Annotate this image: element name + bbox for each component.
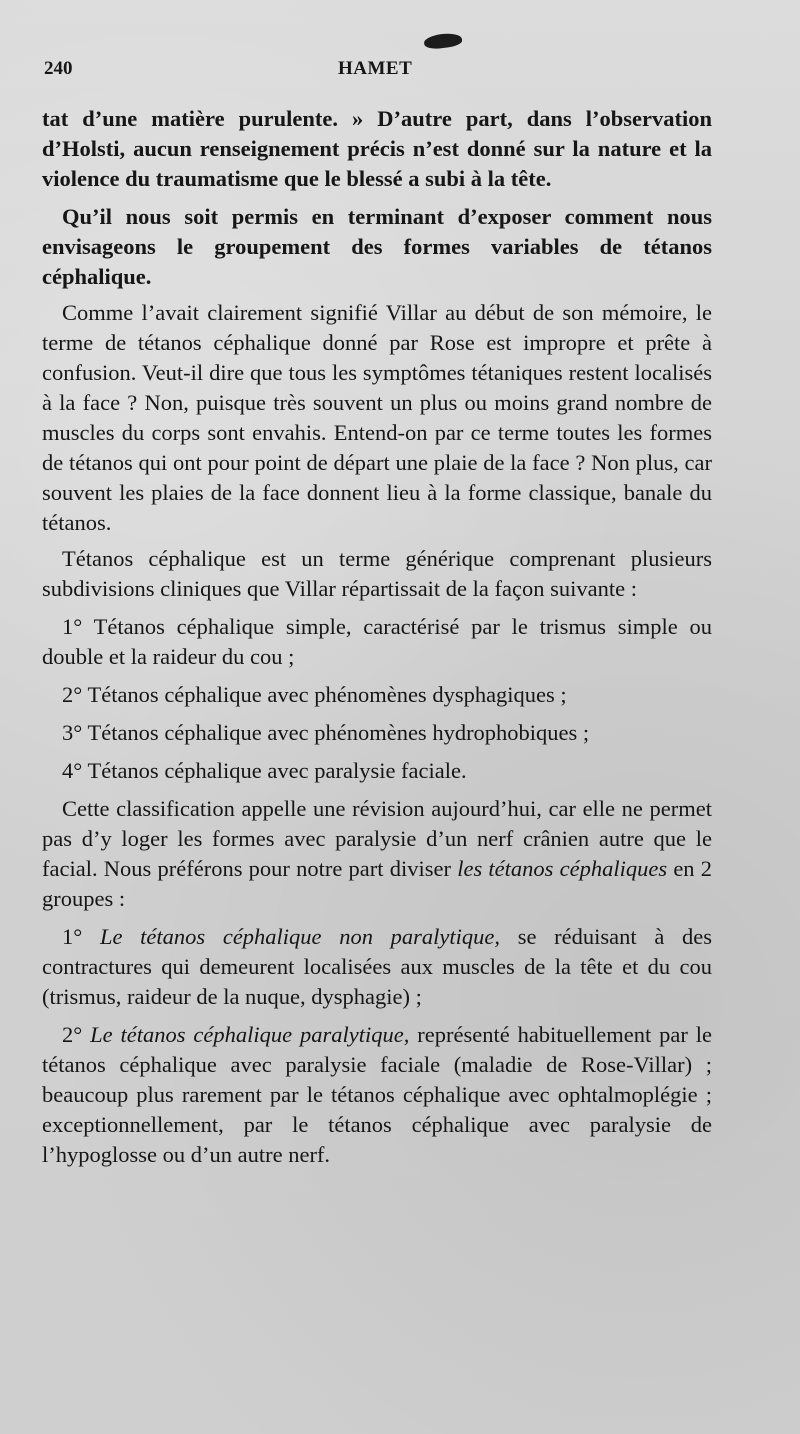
group-1-number: 1° [62, 924, 83, 949]
villar-list-item-3: 3° Tétanos céphalique avec phénomènes hydrophobiques ; [62, 720, 590, 745]
group-2-description: représenté habituellement par le tétanos céphalique avec paralysie faciale (maladie de Rose-Villar) ; beaucoup plus rarement par le tétanos céphalique avec ophtalmoplégie ; exceptionnellement, par le tétanos céphalique avec paralysie de l’hypoglosse ou d’un autre nerf. [42, 1022, 713, 1167]
villar-list-item-4: 4° Tétanos céphalique avec paralysie faciale. [62, 758, 467, 783]
villar-list-item-2: 2° Tétanos céphalique avec phénomènes dysphagiques ; [62, 682, 567, 707]
page-number: 240 [44, 58, 73, 79]
group-1-title: Le tétanos céphalique non paralytique, [99, 924, 501, 949]
classification-italic: les tétanos céphaliques [457, 856, 668, 881]
group-2-number: 2° [62, 1022, 83, 1047]
running-head [44, 58, 714, 84]
body-text [42, 104, 712, 1170]
paragraph-classification [42, 794, 712, 914]
group-2-title: Le tétanos céphalique paralytique, [90, 1022, 410, 1047]
paragraph-continuation: tat d’une matière purulente. » D’autre part, dans l’observation d’Holsti, aucun renseignement précis n’est donné sur la nature et la violence du traumatisme que le blessé a subi à la tête. [42, 106, 712, 191]
paragraph-generic-term: Tétanos céphalique est un terme générique comprenant plusieurs subdivisions cliniques que Villar répartissait de la façon suivante : [42, 546, 712, 601]
group-item-2 [42, 1020, 712, 1170]
classification-end: en 2 groupes : [42, 856, 713, 911]
ink-blot [423, 31, 463, 50]
paragraph-villar-critique: Comme l’avait clairement signifié Villar au début de son mémoire, le terme de tétanos céphalique donné par Rose est impropre et prête à confusion. Veut-il dire que tous les symptômes tétaniques restent localisés à la face ? Non, puisque très souvent un plus ou moins grand nombre de muscles du corps sont envahis. Entend-on par ce terme toutes les formes de tétanos qui ont pour point de départ une plaie de la face ? Non plus, car souvent les plaies de la face donnent lieu à la forme classique, banale du tétanos. [42, 300, 712, 535]
group-item-1 [42, 922, 712, 1012]
paragraph-groupement: Qu’il nous soit permis en terminant d’exposer comment nous envisageons le groupement des formes variables de tétanos céphalique. [42, 204, 712, 289]
running-title: HAMET [338, 58, 413, 79]
group-1-description: se réduisant à des contractures qui demeurent localisées aux muscles de la tête et du cou (trismus, raideur de la nuque, dysphagie) ; [42, 924, 713, 1009]
villar-list-item-1: 1° Tétanos céphalique simple, caractérisé par le trismus simple ou double et la raideur du cou ; [42, 614, 712, 669]
classification-text: Cette classification appelle une révision aujourd’hui, car elle ne permet pas d’y loger les formes avec paralysie d’un nerf crânien autre que le facial. Nous préférons pour notre part diviser [42, 796, 712, 881]
